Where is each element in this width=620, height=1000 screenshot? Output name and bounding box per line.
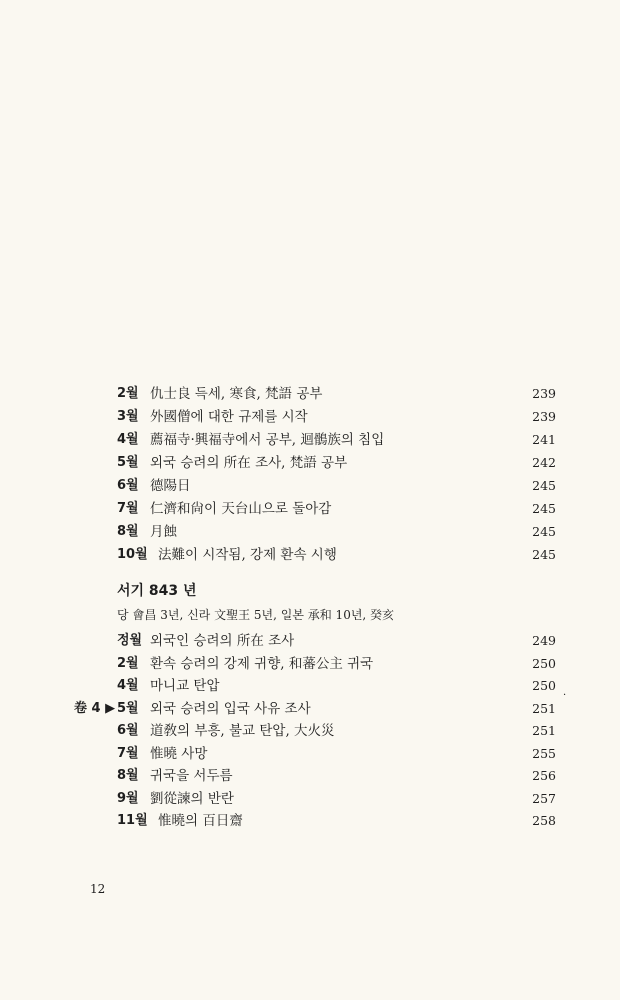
entry-month: 11월	[117, 813, 148, 828]
entry-title: 마니교 탄압	[150, 678, 220, 694]
entry-page-number: 250	[532, 678, 556, 693]
entry-page-number: 239	[532, 409, 556, 424]
entry-title: 外國僧에 대한 규제를 시작	[150, 409, 308, 425]
entry-title: 仇士良 득세, 寒食, 梵語 공부	[150, 386, 323, 402]
entry-title: 외국인 승려의 所在 조사	[150, 633, 295, 649]
stray-mark: ·	[563, 690, 567, 701]
entry-month: 6월	[117, 723, 139, 738]
entry-page-number: 241	[532, 432, 556, 447]
entry-page-number: 245	[532, 501, 556, 516]
toc-entry	[0, 653, 620, 675]
entry-title: 귀국을 서두름	[150, 768, 233, 784]
entry-page-number: 245	[532, 478, 556, 493]
toc-entry	[0, 406, 620, 428]
entry-month: 8월	[117, 768, 139, 783]
entry-month: 10월	[117, 547, 148, 562]
entry-month: 7월	[117, 745, 139, 761]
toc-entry	[0, 810, 620, 832]
page-number: 12	[90, 882, 106, 896]
year-subtitle: 당 會昌 3년, 신라 文聖王 5년, 일본 承和 10년, 癸亥	[117, 608, 395, 622]
entry-page-number: 256	[532, 768, 556, 783]
entry-month: 5월	[117, 455, 139, 470]
entry-month: 6월	[117, 478, 139, 493]
entry-title: 외국 승려의 입국 사유 조사	[150, 700, 311, 717]
entry-page-number: 255	[532, 745, 556, 761]
toc-entry	[0, 675, 620, 697]
entry-title: 仁濟和尙이 天台山으로 돌아감	[150, 501, 332, 517]
entry-month: 4월	[117, 678, 139, 693]
toc-entry	[0, 743, 620, 765]
entry-page-number: 251	[532, 723, 556, 738]
entry-page-number: 242	[532, 455, 556, 470]
entry-month: 8월	[117, 524, 139, 539]
entry-month: 2월	[117, 386, 139, 401]
toc-entry	[0, 765, 620, 787]
entry-page-number: 245	[532, 547, 556, 562]
entry-page-number: 258	[532, 813, 556, 828]
entry-month: 7월	[117, 501, 139, 516]
toc-entry	[0, 475, 620, 497]
entry-month: 2월	[117, 655, 139, 671]
toc-entry	[0, 720, 620, 742]
entry-page-number: 245	[532, 524, 556, 539]
entry-title: 劉從諫의 반란	[150, 790, 234, 807]
toc-entry	[0, 521, 620, 543]
volume-marker: 卷 4 ▶	[74, 701, 116, 716]
entry-page-number: 257	[532, 790, 556, 806]
entry-title: 德陽日	[150, 478, 191, 494]
entry-title: 외국 승려의 所在 조사, 梵語 공부	[150, 455, 348, 471]
entry-title: 道敎의 부흥, 불교 탄압, 大火災	[150, 723, 335, 739]
toc-entry	[0, 498, 620, 520]
toc-entry	[0, 429, 620, 451]
year-heading: 서기 843 년	[117, 583, 197, 599]
toc-entry	[0, 452, 620, 474]
entry-month: 3월	[117, 409, 139, 424]
entry-page-number: 239	[532, 386, 556, 401]
entry-page-number: 251	[532, 700, 556, 716]
entry-title: 惟曉의 百日齋	[158, 813, 243, 829]
entry-title: 薦福寺·興福寺에서 공부, 迴鶻族의 침입	[150, 432, 385, 448]
entry-title: 法難이 시작됨, 강제 환속 시행	[158, 547, 337, 563]
toc-entry	[0, 788, 620, 810]
toc-entry	[0, 544, 620, 566]
entry-page-number: 250	[532, 655, 556, 671]
entry-page-number: 249	[532, 633, 556, 648]
toc-entry	[0, 630, 620, 652]
entry-title: 月蝕	[150, 524, 177, 540]
entry-month: 4월	[117, 432, 139, 447]
entry-month: 9월	[117, 790, 139, 806]
entry-title: 惟曉 사망	[150, 745, 208, 762]
entry-month: 정월	[117, 633, 143, 648]
entry-title: 환속 승려의 강제 귀향, 和蕃公主 귀국	[150, 655, 374, 672]
entry-month: 5월	[117, 700, 139, 716]
toc-entry	[0, 383, 620, 405]
